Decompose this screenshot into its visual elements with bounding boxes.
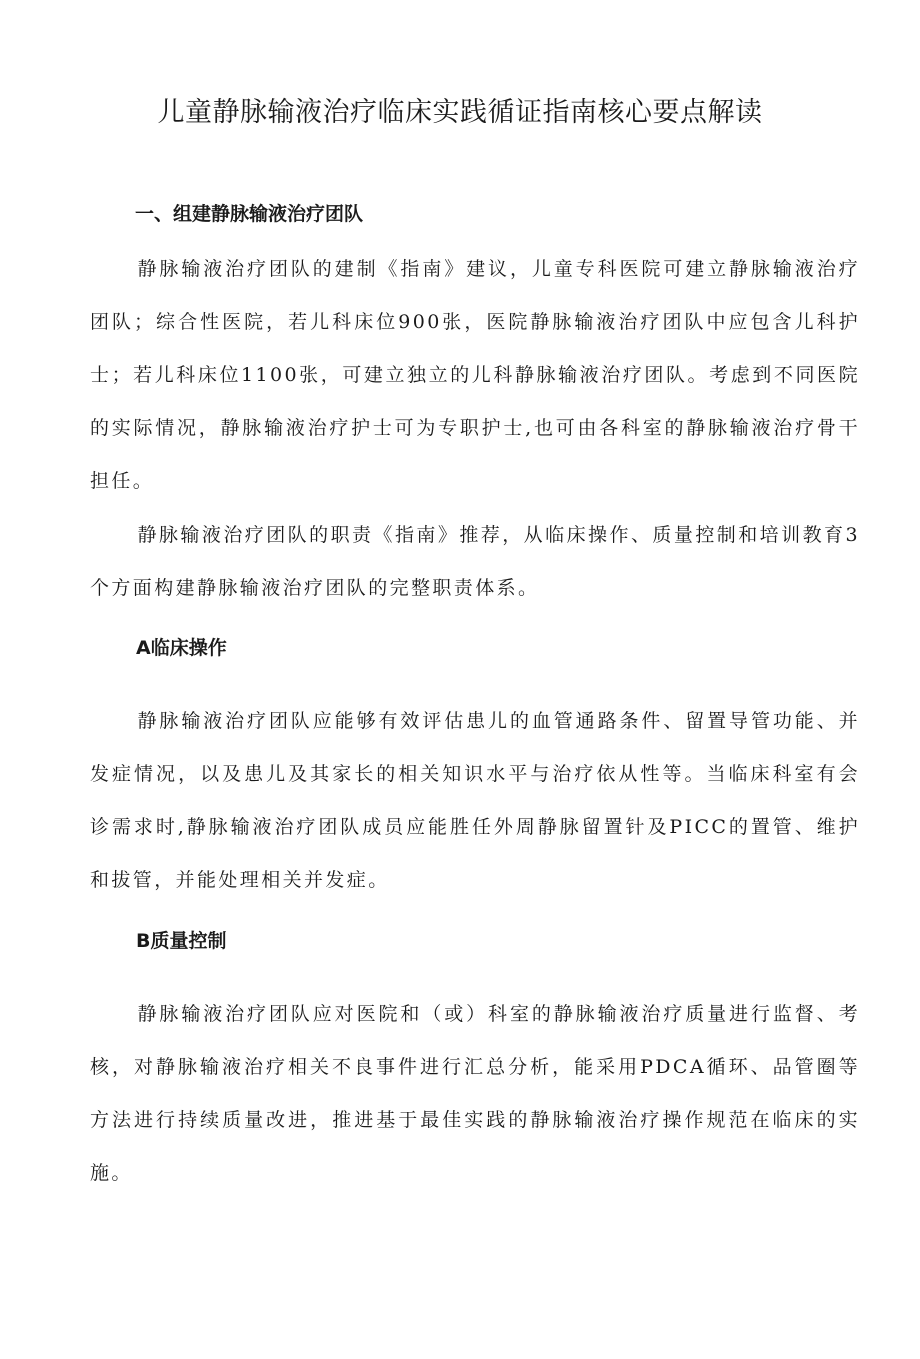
document-title: 儿童静脉输液治疗临床实践循证指南核心要点解读 [157,97,763,128]
paragraph-team-duties: 静脉输液治疗团队的职责《指南》推荐，从临床操作、质量控制和培训教育3个方面构建静脉输液治疗团队的完整职责体系。 [90,524,860,599]
paragraph-quality-control: 静脉输液治疗团队应对医院和（或）科室的静脉输液治疗质量进行监督、考核，对静脉输液治疗相关不良事件进行汇总分析，能采用PDCA循环、品管圈等方法进行持续质量改进，推进基于最佳实践的静脉输液治疗操作规范在临床的实施。 [90,1003,860,1184]
section-heading-team: 一、组建静脉输液治疗团队 [135,203,364,225]
section-heading-clinical-operation: A临床操作 [136,637,227,659]
paragraph-team-structure: 静脉输液治疗团队的建制《指南》建议，儿童专科医院可建立静脉输液治疗团队；综合性医院，若儿科床位900张，医院静脉输液治疗团队中应包含儿科护士；若儿科床位1100张，可建立独立的儿科静脉输液治疗团队。考虑到不同医院的实际情况，静脉输液治疗护士可为专职护士,也可由各科室的静脉输液治疗骨干担任。 [90,258,860,492]
paragraph-clinical-operation: 静脉输液治疗团队应能够有效评估患儿的血管通路条件、留置导管功能、并发症情况，以及患儿及其家长的相关知识水平与治疗依从性等。当临床科室有会诊需求时,静脉输液治疗团队成员应能胜任外周静脉留置针及PICC的置管、维护和拔管，并能处理相关并发症。 [90,710,860,891]
section-heading-quality-control: B质量控制 [136,930,227,952]
